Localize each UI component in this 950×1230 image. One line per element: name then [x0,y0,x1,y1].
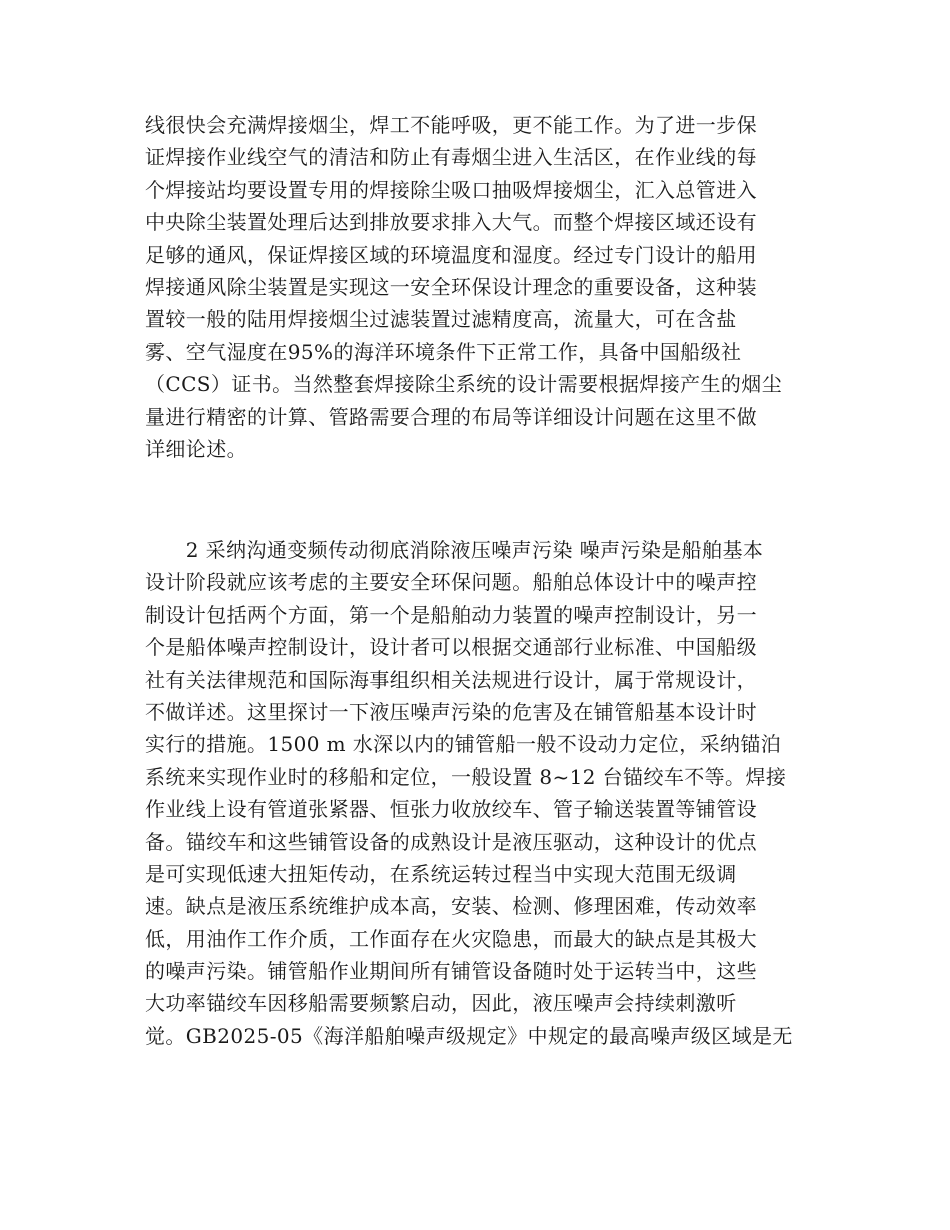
text-line: 社有关法律规范和国际海事组织相关法规进行设计，属于常规设计， [145,667,757,692]
text-line: 是可实现低速大扭矩传动，在系统运转过程当中实现大范围无级调 [145,861,737,886]
text-line: 制设计包括两个方面，第一个是船舶动力装置的噪声控制设计，另一 [145,602,757,627]
text-line: 焊接通风除尘装置是实现这一安全环保设计理念的重要设备，这种装 [145,274,757,299]
text-line: 中央除尘装置处理后达到排放要求排入大气。而整个焊接区域还设有 [145,210,757,235]
text-line: 的噪声污染。铺管船作业期间所有铺管设备随时处于运转当中，这些 [145,959,757,984]
text-line: （CCS）证书。当然整套焊接除尘系统的设计需要根据焊接产生的烟尘 [145,372,783,397]
text-line: 觉。GB2025-05《海洋船舶噪声级规定》中规定的最高噪声级区域是无 [145,1023,793,1048]
text-line: 雾、空气湿度在95%的海洋环境条件下正常工作，具备中国船级社 [145,339,742,364]
text-line: 备。锚绞车和这些铺管设备的成熟设计是液压驱动，这种设计的优点 [145,829,757,854]
text-line: 量进行精密的计算、管路需要合理的布局等详细设计问题在这里不做 [145,404,757,429]
text-line: 不做详述。这里探讨一下液压噪声污染的危害及在铺管船基本设计时 [145,699,757,724]
text-line: 证焊接作业线空气的清洁和防止有毒烟尘进入生活区，在作业线的每 [145,145,757,170]
text-line: 实行的措施。1500 m 水深以内的铺管船一般不设动力定位，采纳锚泊 [145,732,782,757]
text-line: 设计阶段就应该考虑的主要安全环保问题。船舶总体设计中的噪声控 [145,570,757,595]
text-line: 2 采纳沟通变频传动彻底消除液压噪声污染 噪声污染是船舶基本 [145,538,764,562]
text-line: 作业线上设有管道张紧器、恒张力收放绞车、管子输送装置等铺管设 [145,797,757,822]
paragraph-noise-pollution [145,534,815,1052]
text-line: 个焊接站均要设置专用的焊接除尘吸口抽吸焊接烟尘，汇入总管进入 [145,177,757,202]
text-line: 系统来实现作业时的移船和定位，一般设置 8~12 台锚绞车不等。焊接 [145,764,787,789]
text-line: 大功率锚绞车因移船需要频繁启动，因此，液压噪声会持续刺激听 [145,991,737,1016]
text-line: 线很快会充满焊接烟尘，焊工不能呼吸，更不能工作。为了进一步保 [145,113,757,137]
paragraph-welding-dust [145,109,815,465]
text-line: 速。缺点是液压系统维护成本高，安装、检测、修理困难，传动效率 [145,894,757,919]
text-line: 低，用油作工作介质，工作面存在火灾隐患，而最大的缺点是其极大 [145,926,757,951]
text-line: 足够的通风，保证焊接区域的环境温度和湿度。经过专门设计的船用 [145,242,757,267]
text-line: 个是船体噪声控制设计，设计者可以根据交通部行业标准、中国船级 [145,635,757,660]
text-line: 置较一般的陆用焊接烟尘过滤装置过滤精度高，流量大，可在含盐 [145,307,737,332]
text-line: 详细论述。 [145,436,247,461]
